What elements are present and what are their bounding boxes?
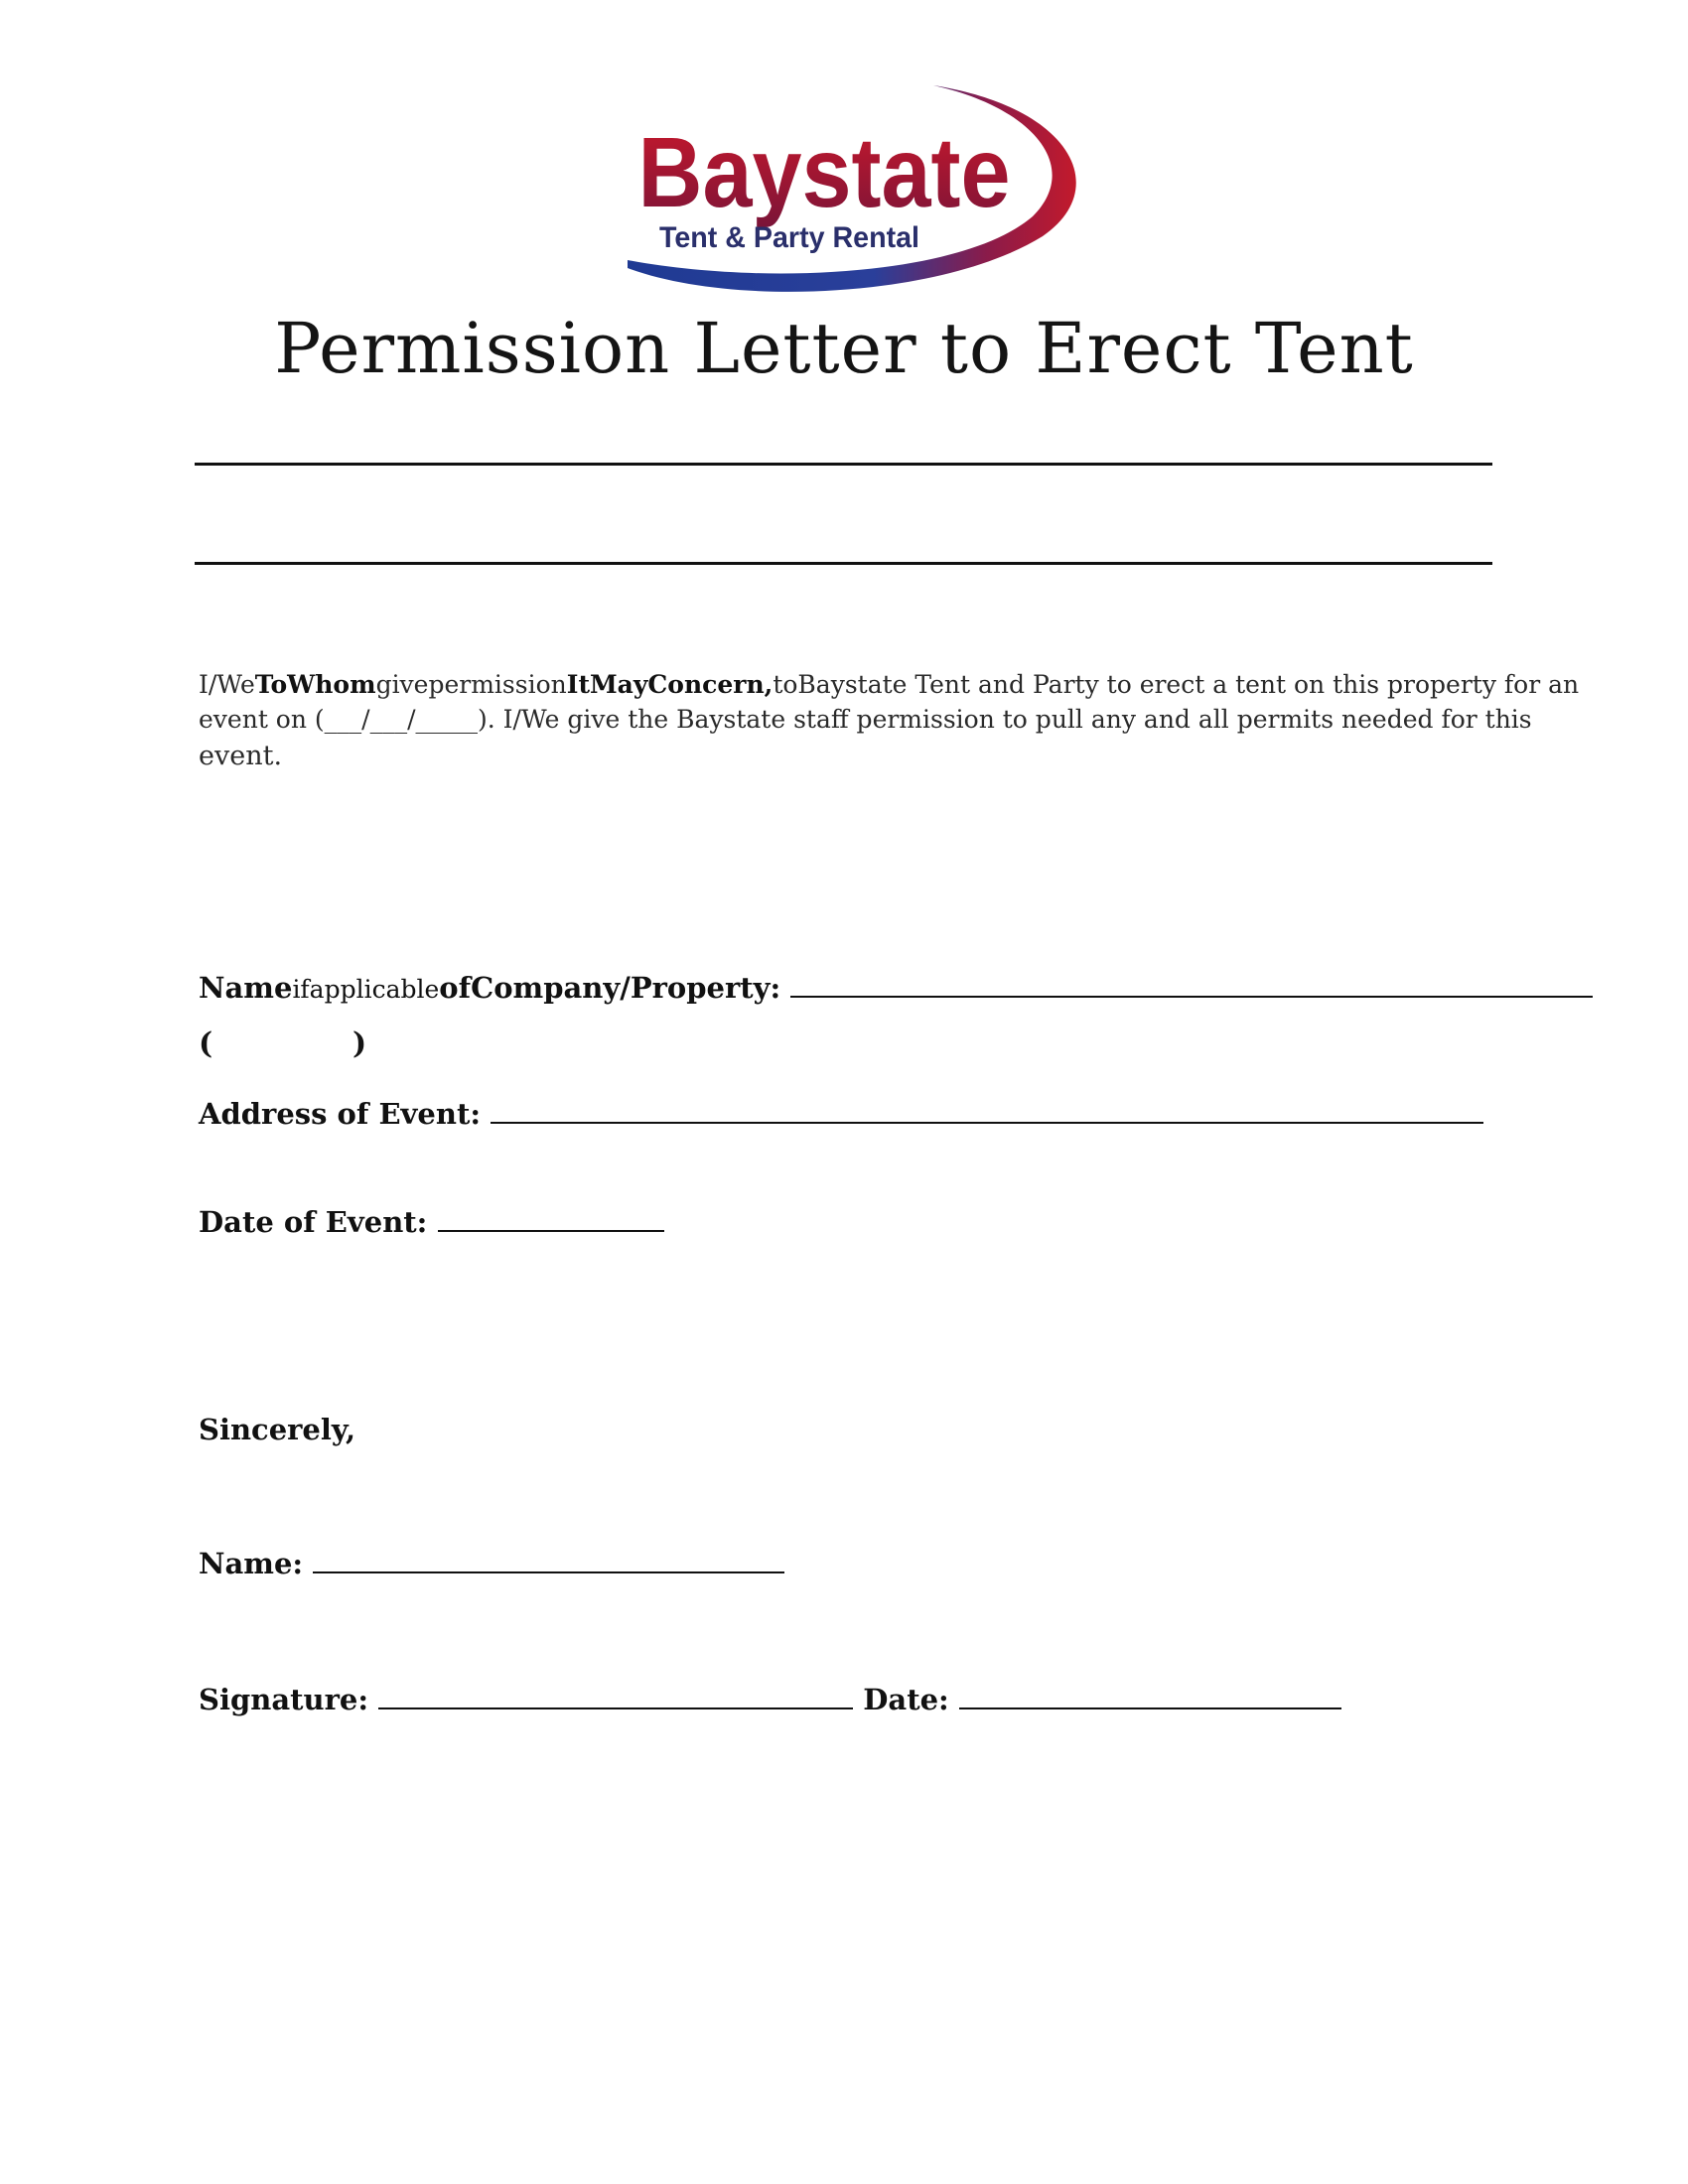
paragraph-bold-text: ItMayConcern, — [566, 670, 774, 699]
signature-blank[interactable] — [378, 1706, 853, 1709]
field-label: ofCompany/Property: — [439, 971, 781, 1005]
paren-close: ) — [352, 1026, 367, 1061]
permission-paragraph — [199, 667, 1580, 773]
field-label-note: ifapplicable — [292, 975, 440, 1004]
paragraph-text: givepermission — [375, 670, 567, 699]
paragraph-text: I/We — [199, 670, 255, 699]
paragraph-line-3: event. — [199, 741, 283, 771]
logo-tagline: Tent & Party Rental — [659, 221, 919, 254]
signature-field — [199, 1683, 1341, 1716]
paragraph-bold-text: ToWhom — [254, 670, 376, 699]
paragraph-line-2: event on (___/___/_____). I/We give the Baystate staff permission to pull any and all permits needed for this — [199, 705, 1532, 734]
field-label: Date: — [863, 1683, 949, 1716]
name-blank[interactable] — [313, 1570, 784, 1573]
name-field — [199, 1547, 784, 1580]
logo-name: Baystate — [637, 117, 1011, 228]
signature-date-blank[interactable] — [959, 1706, 1341, 1709]
field-label: Date of Event: — [199, 1205, 428, 1239]
paragraph-text: toBaystate Tent and Party to erect a tent on this property for an — [773, 670, 1580, 699]
field-label: Signature: — [199, 1683, 369, 1716]
field-label: Name — [199, 971, 293, 1005]
paragraph-line-1 — [199, 667, 1580, 702]
page-title: Permission Letter to Erect Tent — [274, 308, 1414, 389]
baystate-logo — [616, 77, 1092, 301]
blank-line-1 — [195, 463, 1492, 466]
blank-line-2 — [195, 562, 1492, 565]
field-label: Address of Event: — [199, 1097, 482, 1131]
field-label: Name: — [199, 1547, 304, 1580]
closing-text: Sincerely, — [199, 1413, 356, 1446]
company-name-blank[interactable] — [790, 995, 1593, 998]
event-date-field — [199, 1205, 664, 1239]
event-date-blank[interactable] — [438, 1229, 664, 1232]
paren-open: ( — [199, 1026, 213, 1061]
address-field — [199, 1097, 1483, 1131]
company-name-field — [199, 971, 1593, 1005]
address-blank[interactable] — [491, 1121, 1483, 1124]
